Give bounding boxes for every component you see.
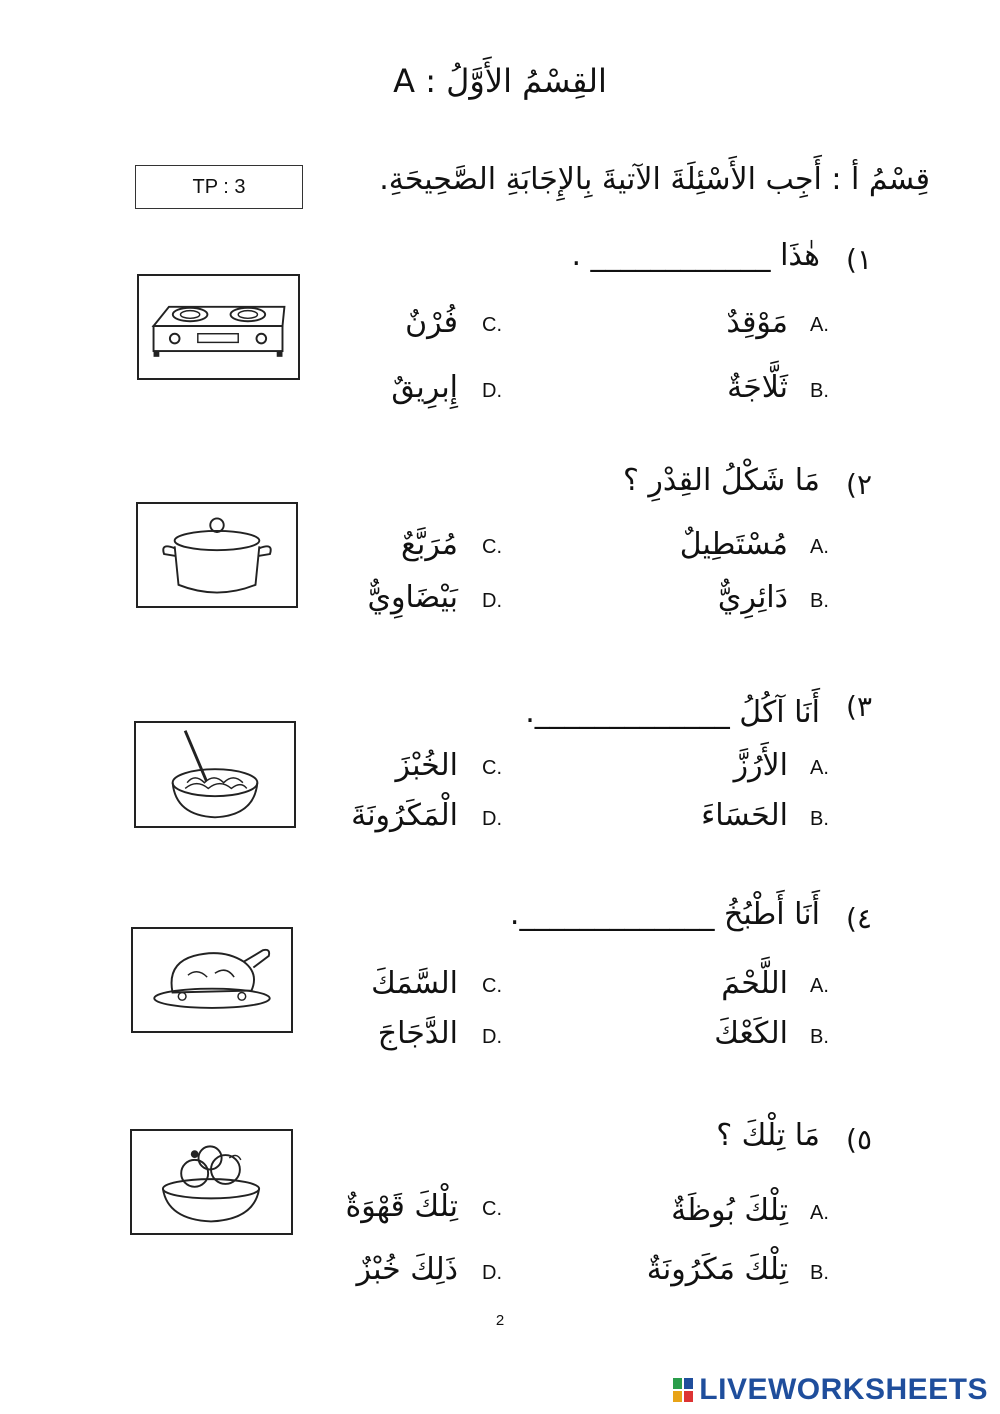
instruction-text: قِسْمُ أ : أَجِب الأَسْئِلَةَ الآتيةَ بِالإِجَابَةِ الصَّحِيحَةِ. — [379, 162, 930, 197]
question-text: مَا تِلْكَ ؟ — [716, 1118, 820, 1153]
option-c[interactable]: السَّمَكَ — [371, 966, 458, 1001]
question-text: هٰذَا ____________ . — [571, 238, 820, 273]
option-a[interactable]: اللَّحْمَ — [721, 966, 788, 1001]
cooking-pot-icon — [136, 502, 298, 608]
noodle-bowl-icon — [134, 721, 296, 828]
option-c-letter: C. — [482, 757, 502, 779]
option-b[interactable]: تِلْكَ مَكَرُونَةٌ — [646, 1252, 788, 1287]
option-b-letter: B. — [810, 380, 829, 402]
option-d[interactable]: الْمَكَرُونَةَ — [351, 798, 458, 833]
roast-chicken-icon — [131, 927, 293, 1033]
option-d[interactable]: ذَلِكَ خُبْزٌ — [356, 1252, 458, 1287]
option-a-letter: A. — [810, 536, 829, 558]
question-text: مَا شَكْلُ القِدْرِ ؟ — [622, 463, 820, 498]
option-d-letter: D. — [482, 808, 502, 830]
option-a[interactable]: مَوْقِدٌ — [726, 305, 788, 340]
gas-stove-icon — [137, 274, 300, 380]
question-number: ٤) — [846, 902, 872, 935]
option-c[interactable]: تِلْكَ قَهْوَةٌ — [345, 1189, 458, 1224]
question-text: أَنَا آكُلُ _____________. — [525, 695, 820, 730]
tp-label: TP : 3 — [135, 165, 303, 209]
page-number: 2 — [495, 1312, 505, 1329]
question-text: أَنَا أَطْبُخُ _____________. — [509, 897, 820, 932]
option-a[interactable]: الأَرُزَّ — [733, 748, 788, 783]
dessert-bowl-icon — [130, 1129, 293, 1235]
brand-name: LIVEWORKSHEETS — [699, 1373, 988, 1406]
option-c[interactable]: الخُبْزَ — [395, 748, 458, 783]
question-number: ٥) — [846, 1123, 872, 1156]
option-b-letter: B. — [810, 808, 829, 830]
option-b[interactable]: دَائِرِيٌّ — [717, 580, 788, 615]
option-a-letter: A. — [810, 757, 829, 779]
option-d-letter: D. — [482, 1026, 502, 1048]
option-c-letter: C. — [482, 1198, 502, 1220]
option-d-letter: D. — [482, 1262, 502, 1284]
question-number: ٢) — [846, 468, 872, 501]
brand-logo[interactable] — [673, 1373, 988, 1407]
option-d-letter: D. — [482, 590, 502, 612]
option-b[interactable]: الحَسَاءَ — [701, 798, 788, 833]
option-a[interactable]: تِلْكَ بُوظَةٌ — [671, 1193, 788, 1228]
option-b[interactable]: ثَلَّاجَةٌ — [727, 370, 788, 405]
option-c[interactable]: فُرْنٌ — [405, 305, 458, 340]
option-a[interactable]: مُسْتَطِيلٌ — [679, 527, 788, 562]
option-a-letter: A. — [810, 1202, 829, 1224]
question-number: ١) — [846, 243, 872, 276]
option-a-letter: A. — [810, 975, 829, 997]
option-c[interactable]: مُرَبَّعٌ — [401, 527, 458, 562]
liveworksheets-logo-icon — [673, 1378, 693, 1402]
option-c-letter: C. — [482, 975, 502, 997]
option-a-letter: A. — [810, 314, 829, 336]
option-d[interactable]: إِبرِيقٌ — [391, 370, 458, 405]
option-b[interactable]: الكَعْكَ — [714, 1016, 788, 1051]
option-b-letter: B. — [810, 1262, 829, 1284]
page-title: القِسْمُ الأَوَّلُ : A — [393, 62, 607, 100]
option-d[interactable]: بَيْضَاوِيٌّ — [367, 580, 458, 615]
option-c-letter: C. — [482, 314, 502, 336]
option-b-letter: B. — [810, 1026, 829, 1048]
question-number: ٣) — [846, 690, 872, 723]
option-c-letter: C. — [482, 536, 502, 558]
option-b-letter: B. — [810, 590, 829, 612]
option-d-letter: D. — [482, 380, 502, 402]
option-d[interactable]: الدَّجَاجَ — [377, 1016, 458, 1051]
